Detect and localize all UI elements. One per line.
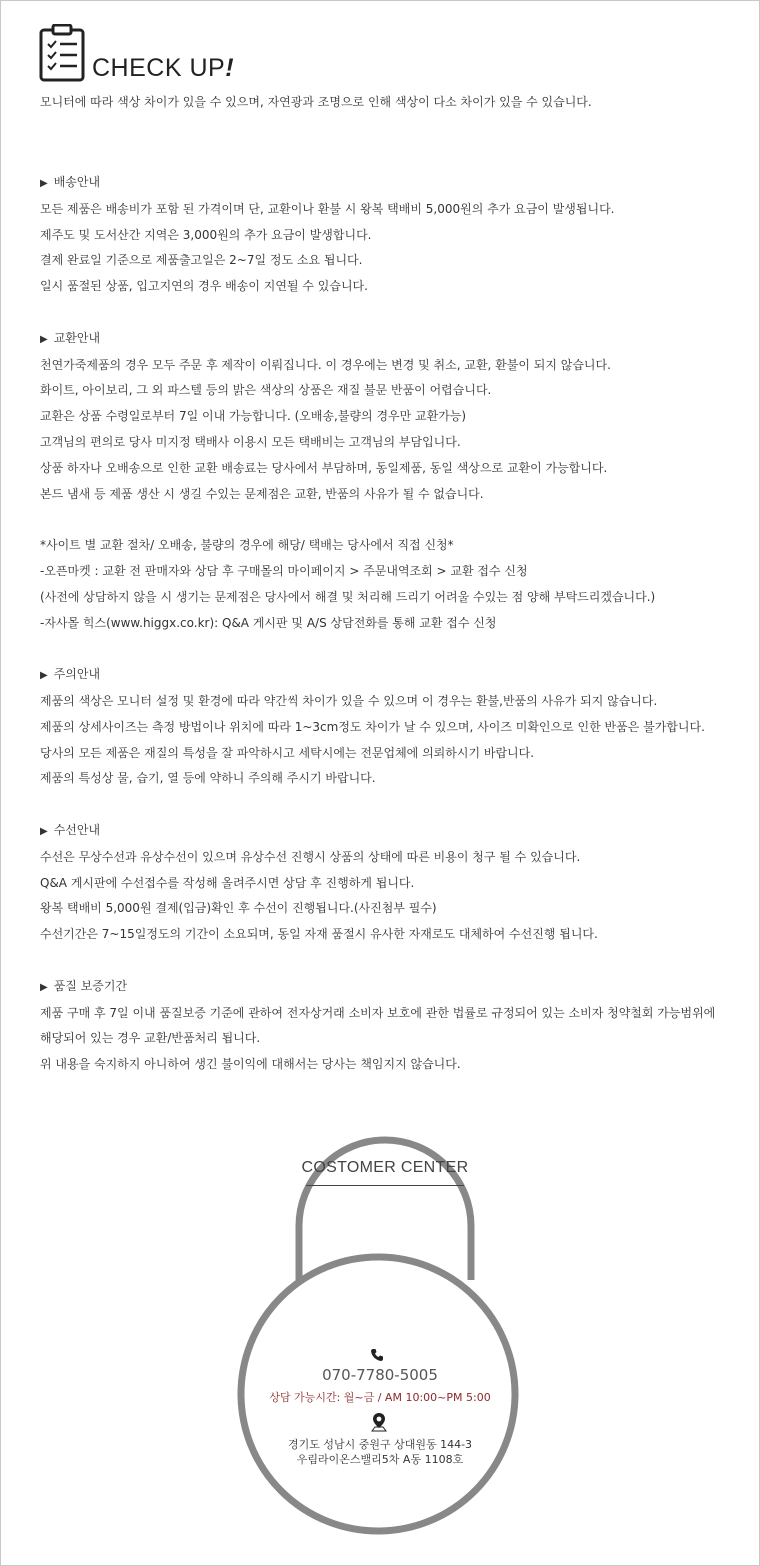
notice-section bbox=[40, 662, 750, 792]
section-title-label: 주의안내 bbox=[53, 667, 101, 682]
section-line: (사전에 상담하지 않을 시 생기는 문제점은 당사에서 해결 및 처리해 드리기 어려울 수있는 점 양해 부탁드리겠습니다.) bbox=[40, 589, 656, 604]
notice-section bbox=[40, 974, 750, 1078]
title-underline bbox=[306, 1185, 464, 1186]
section-line: 제품의 상세사이즈는 측정 방법이나 위치에 따라 1~3cm정도 차이가 날 수 있으며, 사이즈 미확인으로 인한 반품은 불가합니다. bbox=[40, 719, 705, 734]
section-line: 위 내용을 숙지하지 아니하여 생긴 불이익에 대해서는 당사는 책임지지 않습니다. bbox=[40, 1057, 461, 1072]
page-title-text: CHECK UP bbox=[92, 54, 226, 82]
section-line: 모든 제품은 배송비가 포함 된 가격이며 단, 교환이나 환불 시 왕복 택배비 5,000원의 추가 요금이 발생됩니다. bbox=[40, 201, 615, 216]
section-title-label: 수선안내 bbox=[53, 822, 101, 837]
customer-center-title: COSTOMER CENTER bbox=[301, 1159, 469, 1176]
address-line-2: 우림라이온스밸리5차 A동 1108호 bbox=[296, 1453, 464, 1466]
address bbox=[250, 1437, 510, 1467]
triangle-bullet-icon: ▶ bbox=[40, 981, 48, 993]
section-line: 고객님의 편의로 당사 미지정 택배사 이용시 모든 택배비는 고객님의 부담입니다. bbox=[40, 434, 461, 449]
section-line: 당사의 모든 제품은 재질의 특성을 잘 파악하시고 세탁시에는 전문업체에 의뢰하시기 바랍니다. bbox=[40, 745, 535, 760]
page-title-exclamation: ! bbox=[225, 54, 235, 82]
notice-section bbox=[40, 818, 750, 948]
section-title-label: 품질 보증기간 bbox=[53, 978, 128, 993]
section-line: 제품의 색상은 모니터 설정 및 환경에 따라 약간씩 차이가 있을 수 있으며 이 경우는 환불,반품의 사유가 되지 않습니다. bbox=[40, 693, 658, 708]
section-title bbox=[40, 662, 750, 689]
section-line: 일시 품절된 상품, 입고지연의 경우 배송이 지연될 수 있습니다. bbox=[40, 279, 368, 294]
section-line: 해당되어 있는 경우 교환/반품처리 됩니다. bbox=[40, 1031, 261, 1046]
triangle-bullet-icon: ▶ bbox=[40, 825, 48, 837]
section-line: *사이트 별 교환 절차/ 오배송, 불량의 경우에 해당/ 택배는 당사에서 직접 신청* bbox=[40, 538, 454, 553]
section-title bbox=[40, 326, 750, 353]
section-title-label: 교환안내 bbox=[53, 330, 101, 345]
triangle-bullet-icon: ▶ bbox=[40, 670, 48, 682]
section-line: -오픈마켓 : 교환 전 판매자와 상담 후 구매몰의 마이페이지 > 주문내역조회 > 교환 접수 신청 bbox=[40, 563, 528, 578]
phone-number: 070-7780-5005 bbox=[322, 1366, 438, 1384]
section-line: Q&A 게시판에 수선접수를 작성해 올려주시면 상담 후 진행하게 됩니다. bbox=[40, 875, 415, 890]
clipboard-checklist-icon bbox=[38, 24, 86, 82]
section-title-label: 배송안내 bbox=[53, 175, 101, 189]
section-line: 결제 완료일 기준으로 제품출고일은 2~7일 정도 소요 됩니다. bbox=[40, 253, 363, 268]
notice-section bbox=[40, 170, 750, 300]
section-title bbox=[40, 818, 750, 845]
page-title bbox=[92, 54, 234, 83]
section-line: -자사몰 힉스(www.higgx.co.kr): Q&A 게시판 및 A/S 상담전화를 통해 교환 접수 신청 bbox=[40, 615, 497, 630]
triangle-bullet-icon: ▶ bbox=[40, 178, 48, 189]
section-title bbox=[40, 170, 750, 197]
section-line: 본드 냄새 등 제품 생산 시 생길 수있는 문제점은 교환, 반품의 사유가 될 수 없습니다. bbox=[40, 486, 484, 501]
section-line: 상품 하자나 오배송으로 인한 교환 배송료는 당사에서 부담하며, 동일제품, 동일 색상으로 교환이 가능합니다. bbox=[40, 460, 608, 475]
triangle-bullet-icon: ▶ bbox=[40, 333, 48, 345]
notice-content bbox=[40, 170, 750, 1104]
section-line: 제주도 및 도서산간 지역은 3,000원의 추가 요금이 발생합니다. bbox=[40, 227, 372, 242]
section-line: 수선은 무상수선과 유상수선이 있으며 유상수선 진행시 상품의 상태에 따른 비용이 청구 될 수 있습니다. bbox=[40, 849, 581, 864]
section-line: 천연가죽제품의 경우 모두 주문 후 제작이 이뤄집니다. 이 경우에는 변경 및 취소, 교환, 환불이 되지 않습니다. bbox=[40, 357, 611, 372]
location-pin-icon bbox=[371, 1412, 387, 1432]
notice-section bbox=[40, 326, 750, 508]
page-subtitle: 모니터에 따라 색상 차이가 있을 수 있으며, 자연광과 조명으로 인해 색상이 다소 차이가 있을 수 있습니다. bbox=[40, 95, 592, 109]
notice-section bbox=[40, 533, 750, 636]
section-title bbox=[40, 974, 750, 1001]
business-hours: 상담 가능시간: 월~금 / AM 10:00~PM 5:00 bbox=[269, 1391, 491, 1404]
section-line: 왕복 택배비 5,000원 결제(입금)확인 후 수선이 진행됩니다.(사진첨부 필수) bbox=[40, 901, 437, 916]
phone-icon bbox=[370, 1348, 384, 1362]
section-line: 수선기간은 7~15일정도의 기간이 소요되며, 동일 자재 품절시 유사한 자재로도 대체하여 수선진행 됩니다. bbox=[40, 927, 598, 942]
section-line: 화이트, 아이보리, 그 외 파스텔 등의 밝은 색상의 상품은 재질 불문 반품이 어렵습니다. bbox=[40, 383, 492, 398]
section-line: 제품의 특성상 물, 습기, 열 등에 약하니 주의해 주시기 바랍니다. bbox=[40, 771, 376, 786]
section-line: 교환은 상품 수령일로부터 7일 이내 가능합니다. (오배송,불량의 경우만 교환가능) bbox=[40, 409, 467, 424]
section-line: 제품 구매 후 7일 이내 품질보증 기준에 관하여 전자상거래 소비자 보호에 관한 법률로 규정되어 있는 소비자 청약철회 가능범위에 bbox=[40, 1005, 716, 1020]
address-line-1: 경기도 성남시 중원구 상대원동 144-3 bbox=[287, 1438, 473, 1451]
